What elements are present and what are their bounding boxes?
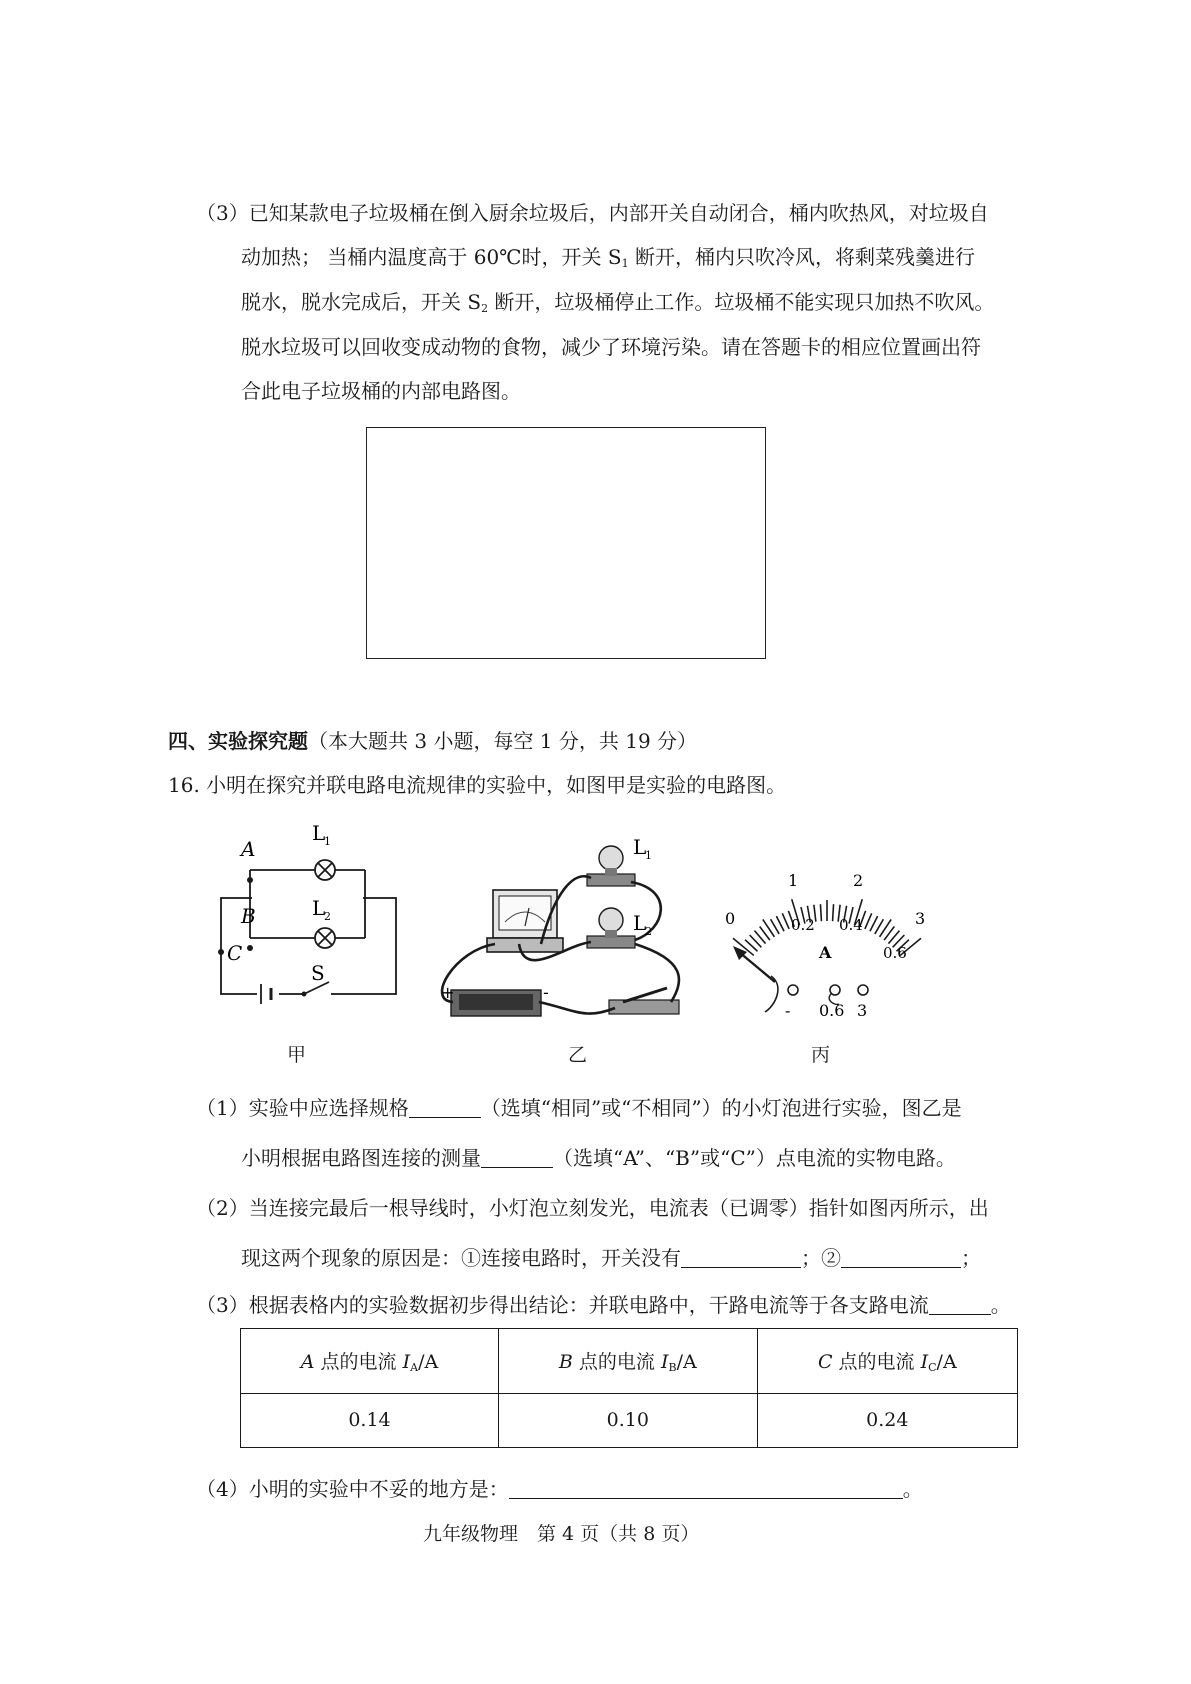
p3-line: （3）根据表格内的实验数据初步得出结论：并联电路中，干路电流等于各支路电流 。: [196, 1293, 1011, 1317]
dial-tick: [782, 913, 789, 929]
label-s: S: [311, 961, 325, 985]
table-header-row: [241, 1329, 1018, 1394]
table-header-b: B 点的电流 $I_B/A$: [498, 1329, 757, 1394]
data-table: [240, 1328, 1018, 1448]
dial-tick: [833, 904, 834, 921]
answer-blank-reason[interactable]: [841, 1247, 961, 1268]
label-l2: L: [312, 896, 326, 920]
p1-line1: （1）实验中应选择规格 （选填“相同”或“不相同”）的小灯泡进行实验，图乙是: [196, 1096, 962, 1120]
q3-number: （3）: [196, 201, 249, 225]
table-header-a: A 点的电流 $I_A/A$: [241, 1329, 499, 1394]
circuit-diagram-jia: [205, 820, 405, 1020]
answer-blank-spec[interactable]: [409, 1097, 481, 1118]
battery-plus: +: [441, 983, 455, 1002]
p4-line: （4）小明的实验中不妥的地方是： 。: [196, 1477, 923, 1501]
label-b: B: [241, 904, 256, 928]
terminal-minus: -: [785, 1001, 791, 1020]
q3-line2: 动加热； 当桶内温度高于 60℃时，开关 $S_1$ 断开，桶内只吹冷风，将剩菜残羹进行: [241, 245, 975, 270]
svg-text:1: 1: [324, 835, 331, 848]
tick-0: 0: [725, 909, 736, 928]
table-cell-a: 0.14: [241, 1393, 499, 1447]
tick-0-4: 0.4: [839, 916, 863, 934]
dial-tick: [865, 913, 872, 929]
dial-tick: [776, 916, 784, 931]
svg-text:1: 1: [645, 849, 652, 862]
q3-line3: 脱水，脱水完成后，开关 $S_2$ 断开，垃圾桶停止工作。垃圾桶不能实现只加热不吹风。: [241, 290, 995, 315]
answer-blank-relation[interactable]: [929, 1294, 991, 1315]
caption-bing: 丙: [811, 1044, 831, 1066]
q3-line4: 脱水垃圾可以回收变成动物的食物，减少了环境污染。请在答题卡的相应位置画出符: [241, 335, 981, 359]
label-c: C: [227, 941, 243, 965]
dial-tick: [820, 904, 821, 921]
q16-stem: 16. 小明在探究并联电路电流规律的实验中，如图甲是实验的电路图。: [168, 773, 787, 797]
tick-2: 2: [853, 871, 864, 890]
svg-text:2: 2: [324, 910, 331, 923]
ammeter-dial-bing: [715, 866, 940, 1026]
tick-0-2: 0.2: [791, 916, 815, 934]
answer-blank-switch[interactable]: [681, 1247, 801, 1268]
terminal-0-6: 0.6: [819, 1001, 845, 1020]
caption-yi: 乙: [568, 1044, 588, 1066]
table-cell-c: 0.24: [757, 1393, 1017, 1447]
label-l2: L: [633, 911, 647, 935]
physical-circuit-yi: [435, 830, 710, 1030]
tick-0-6: 0.6: [883, 944, 907, 962]
answer-blank-improper[interactable]: [509, 1478, 903, 1499]
section-title: 四、实验探究题（本大题共 3 小题，每空 1 分，共 19 分）: [168, 729, 698, 753]
p2-line2: 现这两个现象的原因是：①连接电路时，开关没有 ；② ；: [241, 1246, 981, 1270]
table-header-c: C 点的电流 $I_C/A$: [757, 1329, 1017, 1394]
terminal-3: 3: [857, 1001, 868, 1020]
q3-line1: （3）已知某款电子垃圾桶在倒入厨余垃圾后，内部开关自动闭合，桶内吹热风，对垃圾自: [196, 201, 989, 225]
label-l1: L: [633, 835, 647, 859]
tick-3: 3: [915, 909, 926, 928]
p2-line1: （2）当连接完最后一根导线时，小灯泡立刻发光，电流表（已调零）指针如图丙所示，出: [196, 1196, 989, 1220]
svg-text:2: 2: [645, 925, 652, 938]
page-footer: 九年级物理 第 4 页（共 8 页）: [423, 1523, 700, 1545]
label-l1: L: [312, 821, 326, 845]
table-cell-b: 0.10: [498, 1393, 757, 1447]
q3-line5: 合此电子垃圾桶的内部电路图。: [241, 379, 521, 403]
tick-1: 1: [788, 871, 799, 890]
table-row: [241, 1393, 1018, 1447]
battery-minus: -: [543, 983, 549, 1002]
caption-jia: 甲: [287, 1044, 307, 1066]
p1-line2: 小明根据电路图连接的测量 （选填“A”、“B”或“C”）点电流的实物电路。: [241, 1146, 956, 1170]
answer-box[interactable]: [366, 427, 766, 659]
dial-tick: [870, 916, 878, 931]
unit-a: A: [819, 943, 832, 962]
answer-blank-point[interactable]: [481, 1147, 553, 1168]
label-a: A: [241, 837, 256, 861]
